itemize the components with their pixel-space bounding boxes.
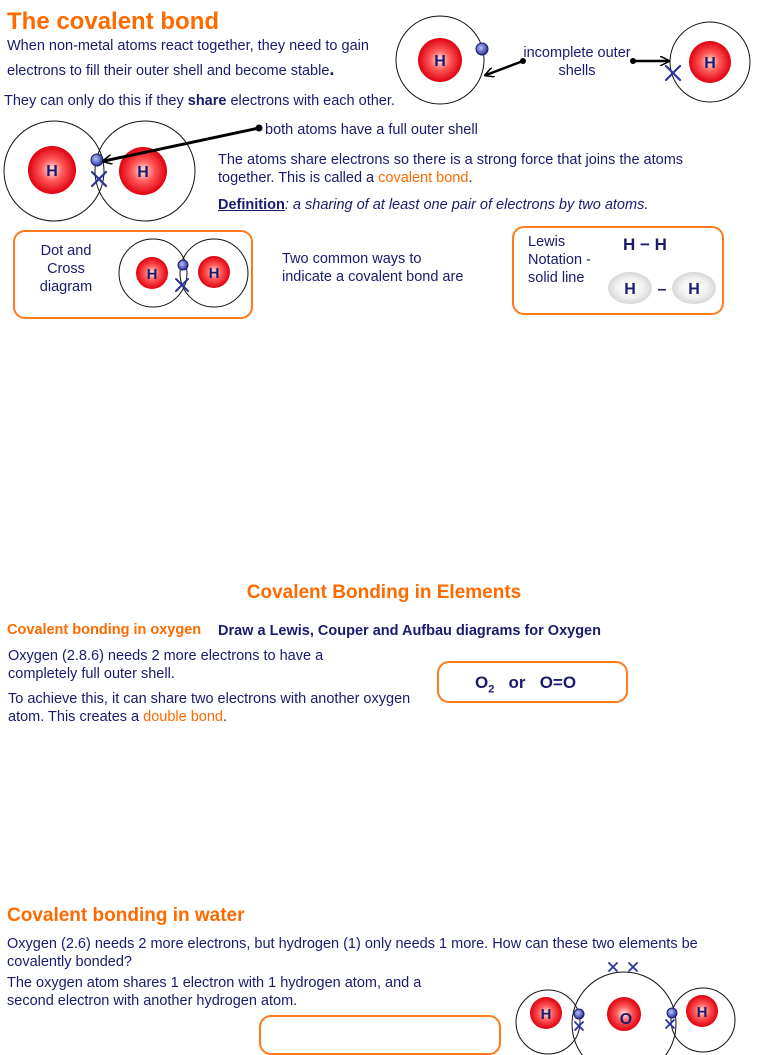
page-title: The covalent bond	[7, 8, 220, 35]
atom-label: H	[146, 266, 158, 283]
atom-label: H	[688, 281, 700, 298]
water-heading: Covalent bonding in water	[7, 905, 245, 926]
atom-label: H	[137, 164, 149, 181]
oxygen-paragraph-1: Oxygen (2.8.6) needs 2 more electrons to have a completely full outer shell.	[8, 648, 324, 682]
covalent-explanation: The atoms share electrons so there is a strong force that joins the atoms together. This is called a covalent bond.	[218, 152, 684, 186]
definition: Definition: a sharing of at least one pair of electrons by two atoms.	[218, 197, 649, 213]
double-bond-term: double bond	[143, 709, 223, 725]
atom-label: H	[696, 1004, 708, 1021]
covalent-bond-term: covalent bond	[378, 170, 469, 186]
lewis-label: Lewis Notation - solid line	[528, 234, 591, 286]
atom-label: H	[208, 265, 220, 282]
intro-line-1: When non-metal atoms react together, they need to gain	[7, 38, 369, 54]
oxygen-task: Draw a Lewis, Couper and Aufbau diagrams for Oxygen	[218, 623, 601, 639]
oxygen-paragraph-2: To achieve this, it can share two electrons with another oxygen atom. This creates a double bond.	[8, 691, 411, 725]
dot-cross-label: Dot and Cross diagram	[39, 243, 93, 295]
elements-heading: Covalent Bonding in Elements	[246, 582, 522, 603]
oxygen-heading: Covalent bonding in oxygen	[7, 622, 202, 638]
lewis-formula: H − H	[623, 235, 667, 254]
electron-dot	[667, 1008, 677, 1018]
water-paragraph-1: Oxygen (2.6) needs 2 more electrons, but hydrogen (1) only needs 1 more. How can these two elements be covalently bonded?	[7, 936, 698, 970]
full-shell-label: both atoms have a full outer shell	[265, 122, 478, 138]
atom-label: O	[619, 1011, 633, 1028]
atom-label: H	[434, 53, 446, 70]
incomplete-shells-label: incomplete outer shells	[523, 45, 631, 79]
two-ways-text: Two common ways to indicate a covalent bond are	[282, 251, 464, 285]
atom-label: H	[46, 163, 58, 180]
bond-dash: –	[657, 281, 667, 298]
share-sentence: They can only do this if they share electrons with each other.	[4, 93, 395, 109]
water-paragraph-2: The oxygen atom shares 1 electron with 1 hydrogen atom, and a second electron with another hydrogen atom.	[7, 975, 422, 1009]
atom-label: H	[540, 1006, 552, 1023]
oxygen-formula: $O_2$ or O=O	[475, 673, 577, 696]
intro-line-2: electrons to fill their outer shell and become stable.	[7, 59, 335, 79]
atom-label: H	[624, 281, 636, 298]
electron-dot	[574, 1009, 584, 1019]
atom-label: H	[704, 55, 716, 72]
